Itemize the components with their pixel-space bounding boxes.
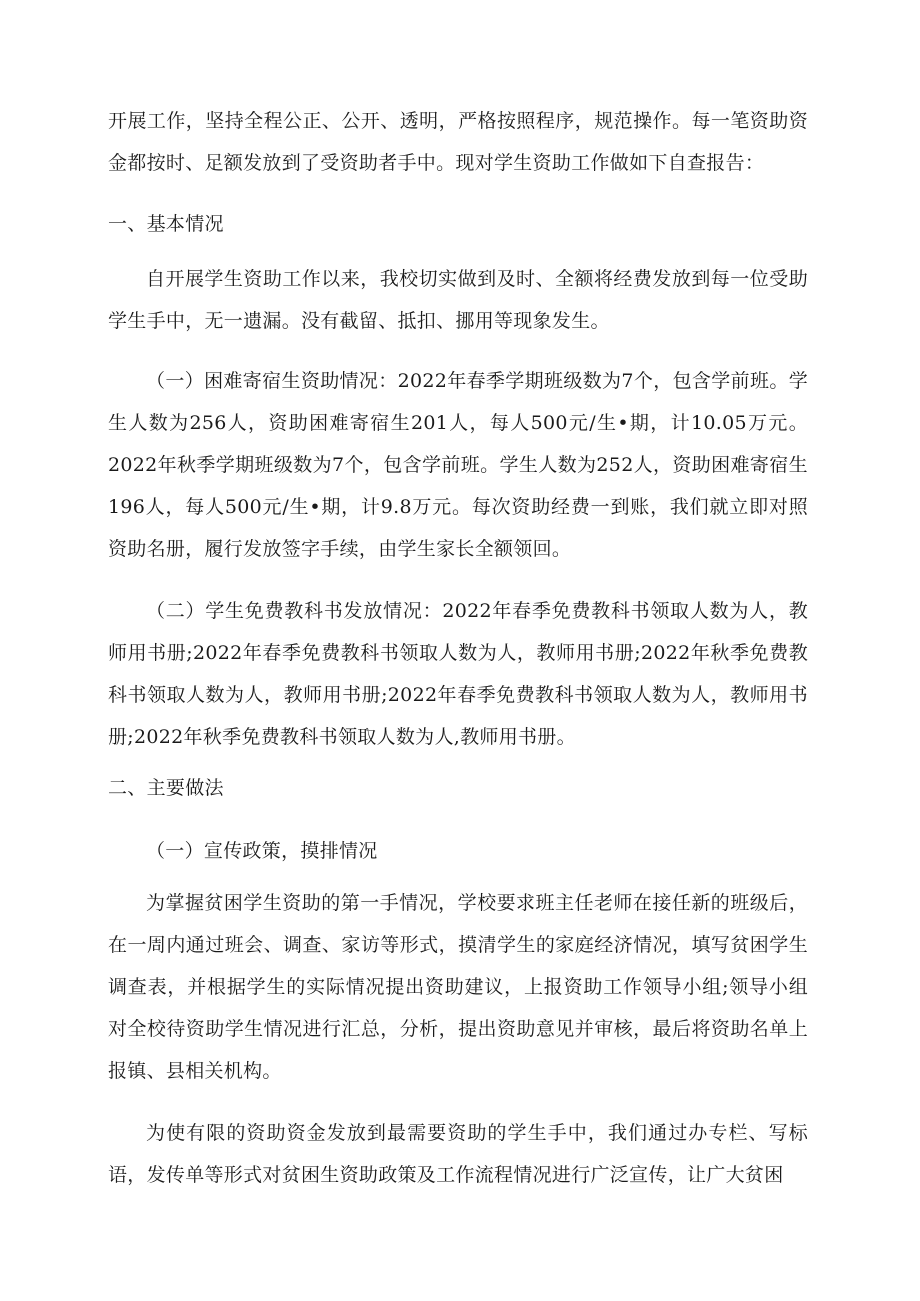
paragraph-intro: 开展工作，坚持全程公正、公开、透明，严格按照程序，规范操作。每一笔资助资金都按时、足额发放到了受资助者手中。现对学生资助工作做如下自查报告： bbox=[108, 110, 808, 174]
section-heading-main-practices: 二、主要做法 bbox=[108, 777, 224, 799]
paragraph-basic-situation: 自开展学生资助工作以来，我校切实做到及时、全额将经费发放到每一位受助学生手中，无一遗漏。没有截留、抵扣、挪用等现象发生。 bbox=[108, 268, 808, 332]
subsection-heading-policy-publicity: （一）宣传政策，摸排情况 bbox=[146, 840, 378, 862]
paragraph-survey-process: 为掌握贫困学生资助的第一手情况，学校要求班主任老师在接任新的班级后，在一周内通过班会、调查、家访等形式，摸清学生的家庭经济情况，填写贫困学生调查表，并根据学生的实际情况提出资助建议，上报资助工作领导小组;领导小组对全校待资助学生情况进行汇总，分析，提出资助意见并审核，最后将资助名单上报镇、县相关机构。 bbox=[108, 892, 808, 1082]
section-heading-basic-situation: 一、基本情况 bbox=[108, 213, 224, 235]
paragraph-free-textbooks: （二）学生免费教科书发放情况：2022年春季免费教科书领取人数为人，教师用书册;2022年春季免费教科书领取人数为人，教师用书册;2022年秋季免费教科书领取人数为人，教师用书册;2022年春季免费教科书领取人数为人，教师用书册;2022年秋季免费教科书领取人数为人,教师用书册。 bbox=[108, 600, 808, 748]
paragraph-boarding-student-aid: （一）困难寄宿生资助情况：2022年春季学期班级数为7个，包含学前班。学生人数为256人，资助困难寄宿生201人，每人500元/生•期，计10.05万元。2022年秋季学期班级数为7个，包含学前班。学生人数为252人，资助困难寄宿生196人，每人500元/生•期，计9.8万元。每次资助经费一到账，我们就立即对照资助名册，履行发放签字手续，由学生家长全额领回。 bbox=[108, 370, 808, 560]
paragraph-publicity-methods: 为使有限的资助资金发放到最需要资助的学生手中，我们通过办专栏、写标语，发传单等形式对贫困生资助政策及工作流程情况进行广泛宣传，让广大贫困 bbox=[108, 1122, 808, 1186]
